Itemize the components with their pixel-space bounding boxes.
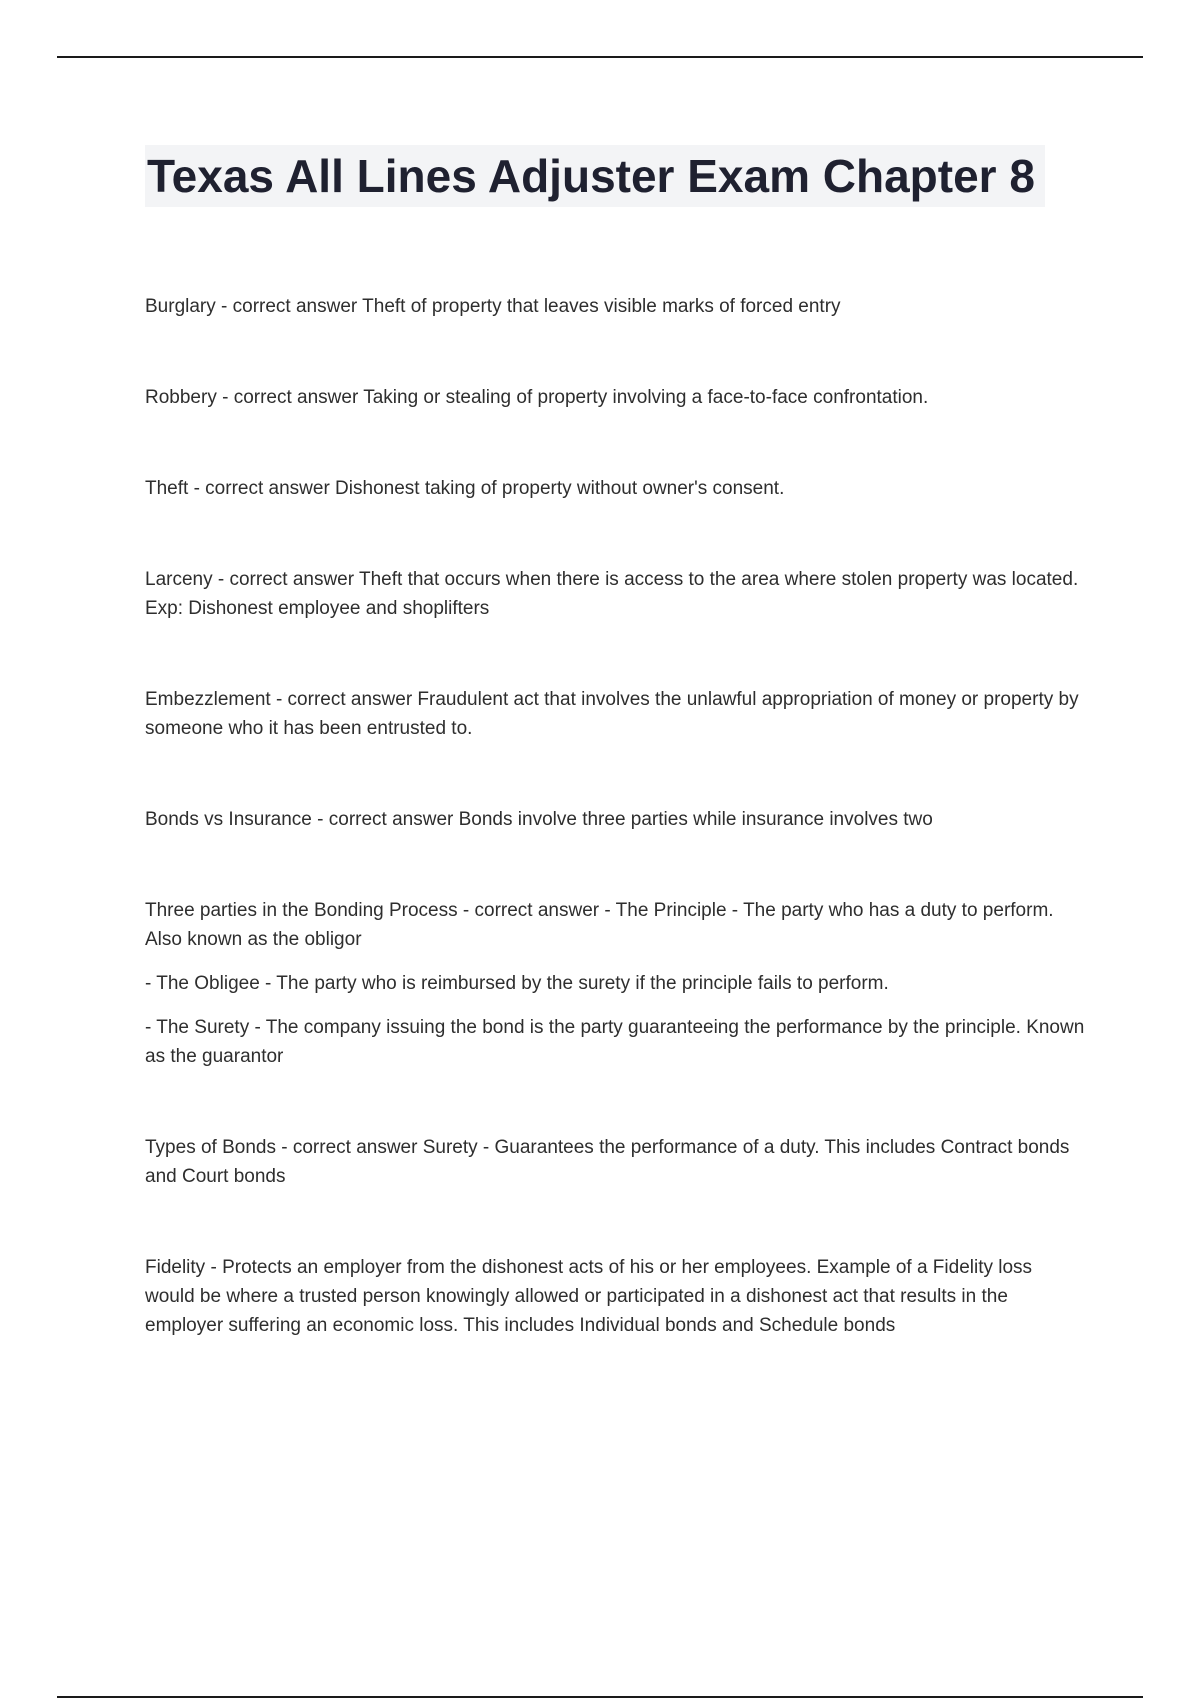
- entry-larceny: [145, 565, 1085, 623]
- entry-bonds-vs-insurance: [145, 805, 1085, 834]
- entry-text: Larceny - correct answer Theft that occurs when there is access to the area where stolen property was located. Exp: Dishonest employee and shoplifters: [145, 569, 1079, 619]
- entry-text: Bonds vs Insurance - correct answer Bonds involve three parties while insurance involves two: [145, 809, 933, 830]
- entry-text: Types of Bonds - correct answer Surety - Guarantees the performance of a duty. This includes Contract bonds and Court bonds: [145, 1137, 1070, 1187]
- entry-burglary: [145, 292, 1085, 321]
- entry-robbery: [145, 383, 1085, 412]
- entry-text: - The Surety - The company issuing the bond is the party guaranteeing the performance by the principle. Known as the guarantor: [145, 1017, 1085, 1067]
- entry-text: Robbery - correct answer Taking or stealing of property involving a face-to-face confrontation.: [145, 387, 929, 408]
- entry-bonding-parties: [145, 896, 1085, 1071]
- entry-text: Fidelity - Protects an employer from the dishonest acts of his or her employees. Example of a Fidelity loss would be where a trusted person knowingly allowed or participated in a dishonest act that results in the employer suffering an economic loss. This includes Individual bonds and Schedule bonds: [145, 1257, 1033, 1336]
- document-title: Texas All Lines Adjuster Exam Chapter 8: [147, 150, 1035, 202]
- top-rule: [57, 56, 1143, 58]
- entry-text: - The Obligee - The party who is reimbursed by the surety if the principle fails to perform.: [145, 973, 889, 994]
- bottom-rule: [57, 1696, 1143, 1698]
- qa-entries: [145, 292, 1085, 1402]
- entry-fidelity: [145, 1253, 1085, 1340]
- entry-text: Burglary - correct answer Theft of property that leaves visible marks of forced entry: [145, 296, 841, 317]
- entry-text: Three parties in the Bonding Process - correct answer - The Principle - The party who has a duty to perform. Also known as the obligor: [145, 900, 1054, 950]
- entry-theft: [145, 474, 1085, 503]
- title-banner: [145, 145, 1045, 207]
- entry-types-of-bonds: [145, 1133, 1085, 1191]
- entry-text: Theft - correct answer Dishonest taking of property without owner's consent.: [145, 478, 785, 499]
- entry-text: Embezzlement - correct answer Fraudulent act that involves the unlawful appropriation of money or property by someone who it has been entrusted to.: [145, 689, 1079, 739]
- entry-embezzlement: [145, 685, 1085, 743]
